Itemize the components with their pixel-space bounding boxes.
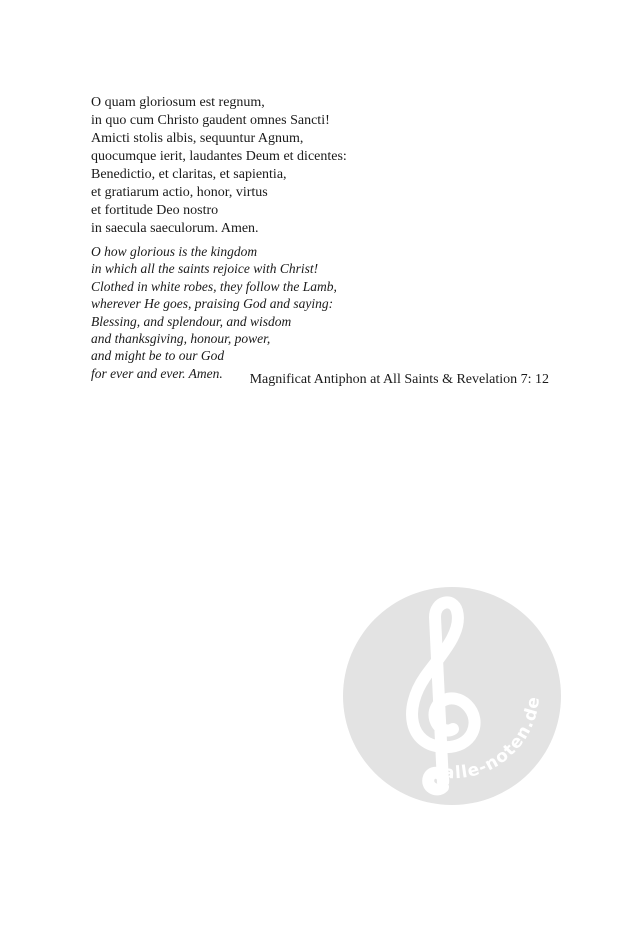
latin-line: Benedictio, et claritas, et sapientia, <box>91 167 287 182</box>
english-line: Blessing, and splendour, and wisdom <box>91 313 292 329</box>
watermark-text-path: alle-noten.de <box>442 694 545 784</box>
latin-line: in saecula saeculorum. Amen. <box>91 221 259 236</box>
latin-line: quocumque ierit, laudantes Deum et dicentes: <box>91 149 347 164</box>
english-line: Clothed in white robes, they follow the Lamb, <box>91 278 337 294</box>
latin-line: in quo cum Christo gaudent omnes Sancti! <box>91 113 330 128</box>
english-line: and thanksgiving, honour, power, <box>91 331 271 347</box>
english-line: wherever He goes, praising God and saying: <box>91 296 334 312</box>
source-citation: Magnificat Antiphon at All Saints & Revelation 7: 12 <box>249 372 549 387</box>
latin-line: et gratiarum actio, honor, virtus <box>91 185 268 200</box>
english-line: for ever and ever. Amen. <box>91 365 223 381</box>
latin-text-block <box>91 94 347 238</box>
latin-line: Amicti stolis albis, sequuntur Agnum, <box>91 131 304 146</box>
english-translation-block <box>91 243 337 382</box>
english-line: in which all the saints rejoice with Christ! <box>91 261 319 277</box>
latin-line: O quam gloriosum est regnum, <box>91 95 265 110</box>
watermark-logo <box>343 587 561 805</box>
english-line: O how glorious is the kingdom <box>91 244 258 259</box>
english-line: and might be to our God <box>91 348 225 364</box>
latin-line: et fortitude Deo nostro <box>91 203 219 218</box>
